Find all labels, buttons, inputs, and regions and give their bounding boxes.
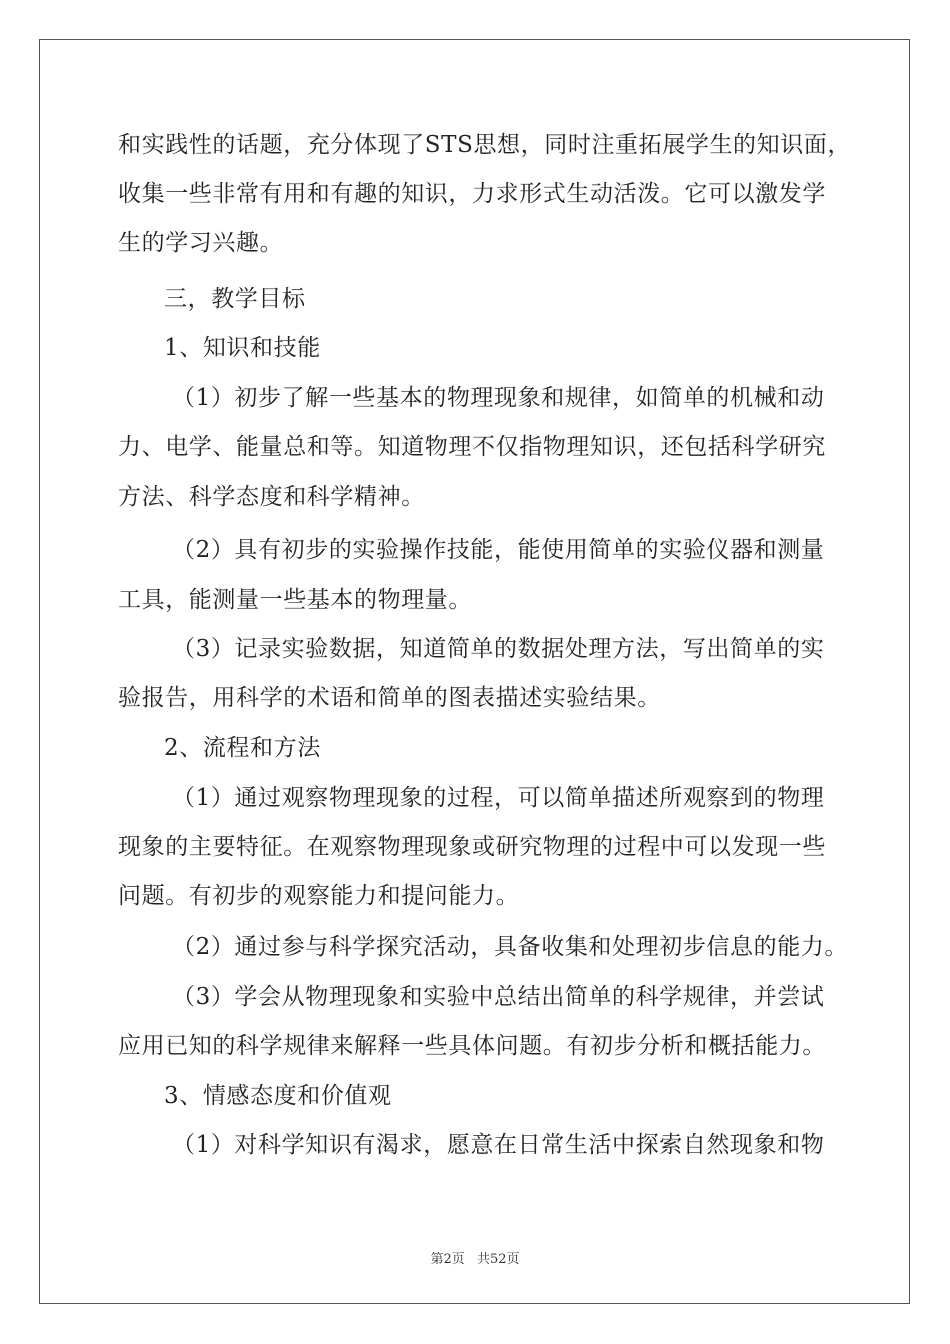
paragraph-line: （2）通过参与科学探究活动，具备收集和处理初步信息的能力。	[172, 934, 849, 960]
paragraph-line: （1）通过观察物理现象的过程，可以简单描述所观察到的物理	[172, 785, 825, 811]
paragraph-line: 验报告，用科学的术语和简单的图表描述实验结果。	[118, 685, 661, 711]
paragraph-line: 力、电学、能量总和等。知道物理不仅指物理知识，还包括科学研究	[118, 434, 826, 460]
subsection-heading: 3、情感态度和价值观	[164, 1083, 392, 1109]
paragraph-line: （3）学会从物理现象和实验中总结出简单的科学规律，并尝试	[172, 984, 825, 1010]
section-heading: 三，教学目标	[164, 286, 306, 312]
paragraph-line: 现象的主要特征。在观察物理现象或研究物理的过程中可以发现一些	[118, 834, 826, 860]
paragraph-line: 收集一些非常有用和有趣的知识，力求形式生动活泼。它可以激发学	[118, 181, 826, 207]
page-footer	[0, 1248, 950, 1267]
paragraph-line: （3）记录实验数据，知道简单的数据处理方法，写出简单的实	[172, 636, 825, 662]
page-total: 共52页	[476, 1252, 520, 1267]
subsection-heading: 2、流程和方法	[164, 735, 321, 761]
page-number: 第2页	[430, 1252, 465, 1267]
paragraph-line: （2）具有初步的实验操作技能，能使用简单的实验仪器和测量	[172, 537, 825, 563]
paragraph-line: （1）初步了解一些基本的物理现象和规律，如简单的机械和动	[172, 385, 825, 411]
paragraph-line: 和实践性的话题，充分体现了STS思想，同时注重拓展学生的知识面，	[118, 132, 852, 158]
paragraph-line: 方法、科学态度和科学精神。	[118, 484, 425, 510]
paragraph-line: 应用已知的科学规律来解释一些具体问题。有初步分析和概括能力。	[118, 1033, 826, 1059]
paragraph-line: 工具，能测量一些基本的物理量。	[118, 587, 472, 613]
paragraph-line: 问题。有初步的观察能力和提问能力。	[118, 883, 520, 909]
subsection-heading: 1、知识和技能	[164, 335, 321, 361]
paragraph-line: （1）对科学知识有渴求，愿意在日常生活中探索自然现象和物	[172, 1132, 825, 1158]
paragraph-line: 生的学习兴趣。	[118, 230, 284, 256]
